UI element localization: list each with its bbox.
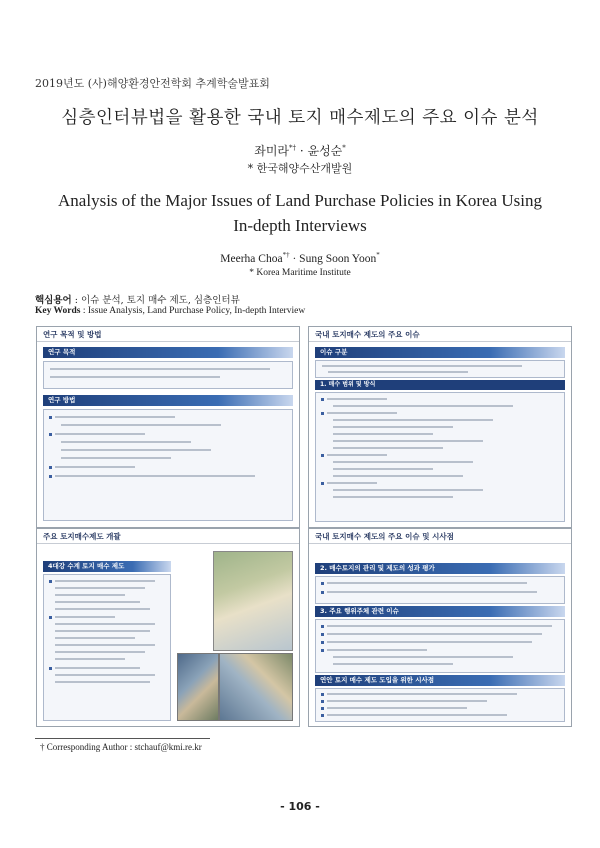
bullet-icon xyxy=(321,625,324,628)
text-line xyxy=(55,644,155,646)
text-line xyxy=(327,641,532,643)
text-line xyxy=(333,656,513,658)
bullet-icon xyxy=(321,398,324,401)
text-line xyxy=(333,405,513,407)
author2-name-kr: 윤성순 xyxy=(307,144,343,158)
author2-name-en: Sung Soon Yoon xyxy=(299,252,377,265)
bullet-icon xyxy=(321,714,324,717)
author-separator-kr: · xyxy=(299,144,308,158)
authors-korean xyxy=(0,142,600,159)
footnote-corresponding-author: † Corresponding Author : stchauf@kmi.re.kr xyxy=(40,742,202,752)
text-line xyxy=(55,608,150,610)
bullet-icon xyxy=(49,433,52,436)
text-line xyxy=(327,693,517,695)
bullet-icon xyxy=(321,582,324,585)
keywords-korean-text: : 이슈 분석, 토지 매수 제도, 심층인터뷰 xyxy=(71,295,240,306)
text-line xyxy=(55,630,150,632)
text-line xyxy=(61,449,211,451)
text-line xyxy=(333,447,443,449)
slide1-purpose-box xyxy=(43,361,293,389)
text-line xyxy=(328,371,468,373)
bullet-icon xyxy=(321,591,324,594)
aerial-photo-2 xyxy=(219,653,293,721)
text-line xyxy=(333,489,483,491)
bullet-icon xyxy=(321,700,324,703)
title-korean: 심층인터뷰법을 활용한 국내 토지 매수제도의 주요 이슈 분석 xyxy=(61,108,539,128)
affiliation-english: * Korea Maritime Institute xyxy=(249,268,351,278)
text-line xyxy=(327,633,542,635)
bullet-icon xyxy=(321,633,324,636)
author2-mark-kr: * xyxy=(342,144,346,152)
slide4-management-box xyxy=(315,576,565,604)
aerial-photo-1 xyxy=(177,653,219,721)
text-line xyxy=(327,398,387,400)
text-line xyxy=(333,419,493,421)
slide1-header: 연구 목적 및 방법 xyxy=(37,327,299,342)
affiliation-korean: * 한국해양수산개발원 xyxy=(247,162,353,175)
text-line xyxy=(55,667,140,669)
text-line xyxy=(61,441,191,443)
slide2-section-scope: 1. 매수 범위 및 방식 xyxy=(315,380,565,390)
text-line xyxy=(55,681,150,683)
text-line xyxy=(327,582,527,584)
text-line xyxy=(55,674,155,676)
text-line xyxy=(55,594,125,596)
text-line xyxy=(327,707,467,709)
slide2-header: 국내 토지매수 제도의 주요 이슈 xyxy=(309,327,571,342)
bullet-icon xyxy=(49,616,52,619)
slide4-header: 국내 토지매수 제도의 주요 이슈 및 시사점 xyxy=(309,529,571,544)
text-line xyxy=(55,433,145,435)
text-line xyxy=(327,649,427,651)
text-line xyxy=(333,461,473,463)
bullet-icon xyxy=(321,454,324,457)
keywords-english-text: : Issue Analysis, Land Purchase Policy, In-depth Interview xyxy=(80,306,306,316)
slide2-scope-box xyxy=(315,392,565,522)
bullet-icon xyxy=(321,707,324,710)
bullet-icon xyxy=(49,580,52,583)
text-line xyxy=(333,475,463,477)
slide4-section-actors: 3. 주요 행위주체 관련 이슈 xyxy=(315,606,565,617)
text-line xyxy=(327,700,487,702)
slide-major-issues xyxy=(308,326,572,528)
text-line xyxy=(333,468,433,470)
text-line xyxy=(333,440,483,442)
title-english-line2: In-depth Interviews xyxy=(233,216,367,235)
text-line xyxy=(55,416,175,418)
author1-name-en: Meerha Choa xyxy=(220,252,283,265)
bullet-icon xyxy=(49,466,52,469)
title-english-line1: Analysis of the Major Issues of Land Purchase Policies in Korea Using xyxy=(58,191,542,210)
text-line xyxy=(55,580,155,582)
text-line xyxy=(55,623,155,625)
slide4-section-implications: 연안 토지 매수 제도 도입을 위한 시사점 xyxy=(315,675,565,686)
slide4-actors-box xyxy=(315,619,565,673)
text-line xyxy=(322,365,522,367)
text-line xyxy=(327,454,387,456)
footnote-divider xyxy=(35,738,210,739)
slide3-section-four-rivers: 4대강 수계 토지 매수 제도 xyxy=(43,561,171,572)
keywords-english-label: Key Words xyxy=(35,306,81,316)
text-line xyxy=(333,433,433,435)
text-line xyxy=(327,714,507,716)
bullet-icon xyxy=(321,641,324,644)
slide-land-purchase-overview xyxy=(36,528,300,727)
author2-mark-en: * xyxy=(376,251,380,259)
text-line xyxy=(327,591,537,593)
text-line xyxy=(55,658,125,660)
text-line xyxy=(55,637,135,639)
text-line xyxy=(333,426,453,428)
slide2-issue-box xyxy=(315,360,565,378)
korea-map-image xyxy=(213,551,293,651)
keywords-english xyxy=(35,306,305,316)
title-english xyxy=(40,188,560,238)
bullet-icon xyxy=(321,412,324,415)
slide4-implications-box xyxy=(315,688,565,722)
slide1-method-box xyxy=(43,409,293,521)
author1-mark-en: *† xyxy=(282,251,290,259)
slide3-content-box xyxy=(43,574,171,721)
bullet-icon xyxy=(321,649,324,652)
text-line xyxy=(333,663,453,665)
slide1-section-method: 연구 방법 xyxy=(43,395,293,406)
bullet-icon xyxy=(321,693,324,696)
page-number: - 106 - xyxy=(280,800,320,813)
author-separator-en: · xyxy=(289,252,300,265)
text-line xyxy=(55,466,135,468)
bullet-icon xyxy=(49,475,52,478)
text-line xyxy=(55,651,145,653)
bullet-icon xyxy=(49,667,52,670)
text-line xyxy=(55,587,145,589)
slide4-section-management: 2. 매수토지의 관리 및 제도의 성과 평가 xyxy=(315,563,565,574)
text-line xyxy=(50,376,220,378)
keywords-korean xyxy=(35,292,240,306)
slide-research-purpose-method xyxy=(36,326,300,528)
text-line xyxy=(55,475,255,477)
slide2-section-issue-types: 이슈 구분 xyxy=(315,347,565,358)
bullet-icon xyxy=(321,482,324,485)
text-line xyxy=(327,625,552,627)
author1-mark-kr: *† xyxy=(289,144,297,152)
text-line xyxy=(55,616,115,618)
text-line xyxy=(327,412,397,414)
keywords-korean-label: 핵심용어 xyxy=(35,295,72,306)
slide3-header: 주요 토지매수제도 개괄 xyxy=(37,529,299,544)
author1-name-kr: 좌미라 xyxy=(254,144,290,158)
bullet-icon xyxy=(49,416,52,419)
text-line xyxy=(61,424,221,426)
text-line xyxy=(50,368,270,370)
slide-issues-implications xyxy=(308,528,572,727)
slide1-section-purpose: 연구 목적 xyxy=(43,347,293,358)
text-line xyxy=(55,601,140,603)
text-line xyxy=(333,496,453,498)
authors-english xyxy=(0,251,600,265)
conference-header: 2019년도 (사)해양환경안전학회 추계학술발표회 xyxy=(35,77,270,90)
text-line xyxy=(327,482,377,484)
text-line xyxy=(61,457,171,459)
